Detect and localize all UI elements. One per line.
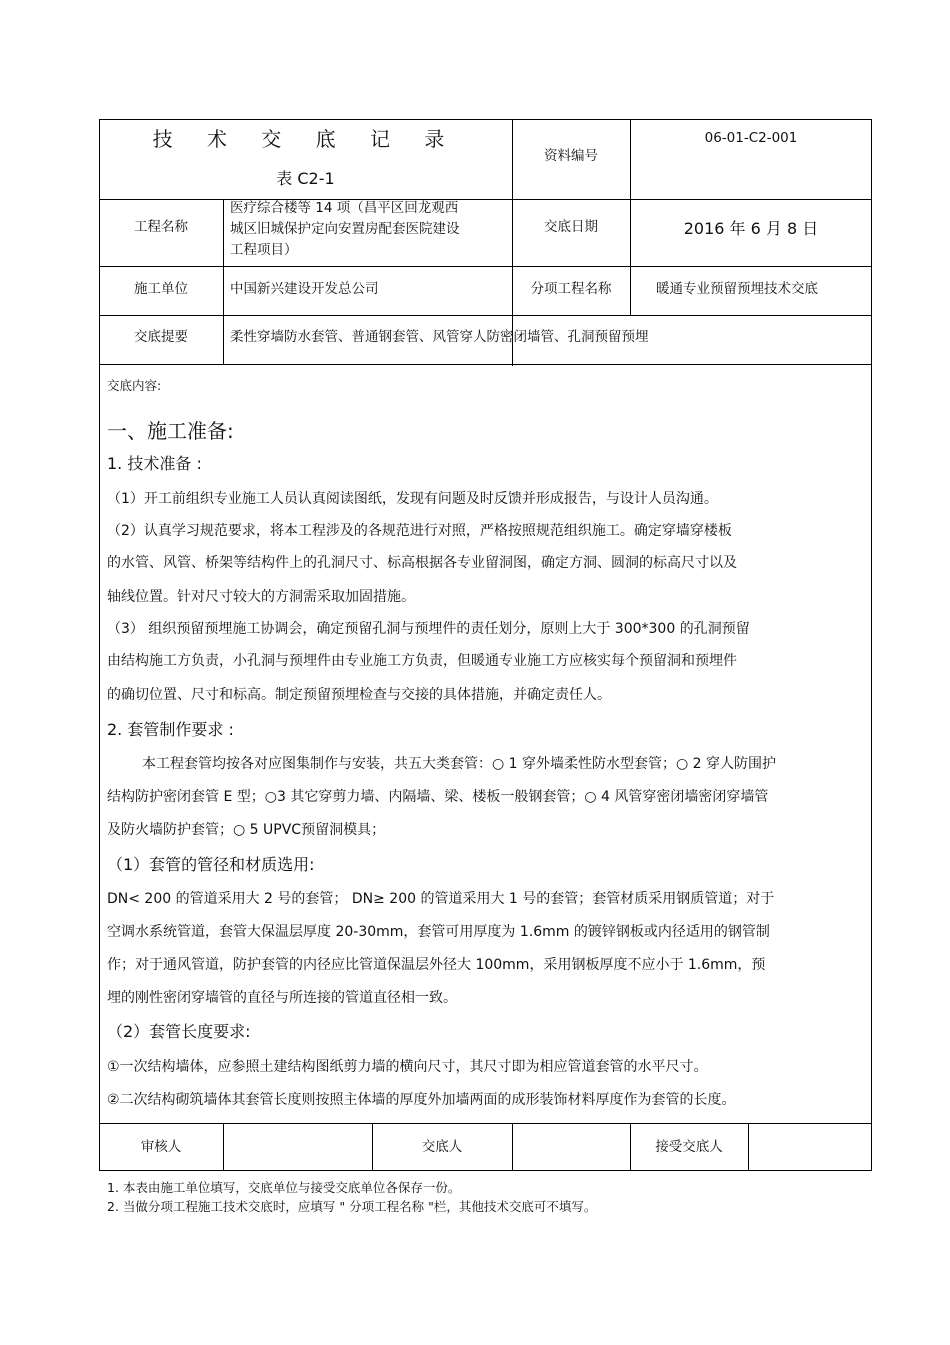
row-divider	[99, 315, 872, 316]
section-heading: 一、施工准备:	[107, 419, 234, 443]
row-divider	[99, 199, 872, 200]
form-frame	[99, 119, 872, 1171]
row-divider	[99, 266, 872, 267]
content-line: ②二次结构砌筑墙体其套管长度则按照主体墙的厚度外加墙两面的成形装饰材料厚度作为套管的长度。	[107, 1092, 736, 1108]
doc-no-label: 资料编号	[544, 148, 598, 164]
content-line: 结构防护密闭套管 E 型；○3 其它穿剪力墙、内隔墙、梁、楼板一般钢套管；○ 4 风管穿密闭墙密闭穿墙管	[107, 789, 769, 805]
content-line: （1）开工前组织专业施工人员认真阅读图纸，发现有问题及时反馈并形成报告，与设计人员沟通。	[107, 491, 718, 507]
summary-label: 交底提要	[134, 329, 188, 345]
col-divider	[223, 1123, 224, 1171]
col-divider	[512, 1123, 513, 1171]
project-value-line: 城区旧城保护定向安置房配套医院建设	[230, 221, 460, 237]
content-line: ①一次结构墙体，应参照土建结构图纸剪力墙的横向尺寸，其尺寸即为相应管道套管的水平尺寸。	[107, 1059, 708, 1075]
project-label: 工程名称	[134, 219, 188, 235]
col-divider	[630, 119, 631, 316]
project-value-line: 医疗综合楼等 14 项（昌平区回龙观西	[230, 200, 459, 216]
date-value: 2016 年 6 月 8 日	[683, 219, 819, 238]
content-line: 及防火墙防护套管；○ 5 UPVC预留洞模具；	[107, 822, 386, 838]
footnote: 2. 当做分项工程施工技术交底时，应填写 " 分项工程名称 "栏，其他技术交底可不填写。	[107, 1199, 597, 1214]
content-line: 轴线位置。针对尺寸较大的方洞需采取加固措施。	[107, 589, 415, 605]
content-line: 本工程套管均按各对应图集制作与安装，共五大类套管：○ 1 穿外墙柔性防水型套管；○ 2 穿人防围护	[142, 756, 777, 772]
discloser-label: 交底人	[421, 1139, 463, 1155]
subitem-value: 暖通专业预留预埋技术交底	[656, 281, 818, 297]
content-line: 的确切位置、尺寸和标高。制定预留预埋检查与交接的具体措施，并确定责任人。	[107, 687, 611, 703]
date-label: 交底日期	[544, 219, 598, 235]
unit-value: 中国新兴建设开发总公司	[230, 281, 379, 297]
content-line: （2）认真学习规范要求，将本工程涉及的各规范进行对照，严格按照规范组织施工。确定穿墙穿楼板	[107, 523, 732, 539]
unit-label: 施工单位	[134, 281, 188, 297]
col-divider	[748, 1123, 749, 1171]
content-line: DN< 200 的管道采用大 2 号的套管； DN≥ 200 的管道采用大 1 号的套管；套管材质采用钢质管道；对于	[107, 891, 775, 907]
subsection-heading: 1. 技术准备 :	[107, 454, 202, 473]
subsection-heading: （2）套管长度要求:	[107, 1022, 251, 1041]
row-divider	[99, 1123, 872, 1124]
col-divider	[223, 199, 224, 365]
project-value-line: 工程项目）	[230, 242, 298, 258]
content-line: 埋的刚性密闭穿墙管的直径与所连接的管道直径相一致。	[107, 990, 457, 1006]
content-line: 空调水系统管道，套管大保温层厚度 20-30mm，套管可用厚度为 1.6mm 的镀锌钢板或内径适用的钢管制	[107, 924, 770, 940]
form-title: 技 术 交 底 记 录	[152, 127, 459, 151]
row-divider	[99, 364, 872, 365]
footnote: 1. 本表由施工单位填写，交底单位与接受交底单位各保存一份。	[107, 1180, 461, 1195]
reviewer-label: 审核人	[140, 1139, 182, 1155]
subsection-heading: 2. 套管制作要求 :	[107, 720, 234, 739]
content-line: （3） 组织预留预埋施工协调会，确定预留孔洞与预埋件的责任划分，原则上大于 300*300 的孔洞预留	[107, 621, 750, 637]
subsection-heading: （1）套管的管径和材质选用:	[107, 855, 315, 874]
receiver-label: 接受交底人	[655, 1139, 723, 1155]
doc-no-value: 06-01-C2-001	[704, 130, 798, 146]
content-line: 由结构施工方负责，小孔洞与预埋件由专业施工方负责，但暖通专业施工方应核实每个预留洞和预埋件	[107, 653, 737, 669]
summary-value: 柔性穿墙防水套管、普通钢套管、风管穿人防密闭墙管、孔洞预留预埋	[230, 329, 649, 345]
form-number: 表 C2-1	[276, 169, 335, 188]
content-line: 作；对于通风管道，防护套管的内径应比管道保温层外径大 100mm，采用钢板厚度不应小于 1.6mm，预	[107, 957, 766, 973]
content-line: 的水管、风管、桥架等结构件上的孔洞尺寸、标高根据各专业留洞图，确定方洞、圆洞的标高尺寸以及	[107, 555, 737, 571]
content-label: 交底内容:	[107, 378, 162, 393]
subitem-label: 分项工程名称	[530, 281, 612, 297]
